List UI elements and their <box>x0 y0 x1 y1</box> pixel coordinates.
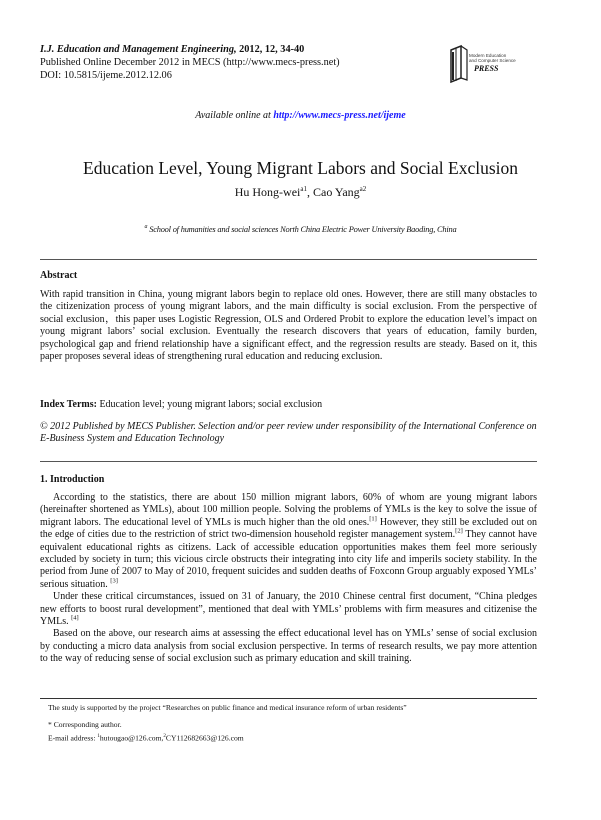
footnote-corresponding: * Corresponding author. <box>48 720 122 729</box>
email-address: hutougao@126.com, <box>99 733 164 743</box>
text: They cannot have equivalent educational rights as citizens. Lack of accessible education opportunities makes them feel more seriously excluded by society in turn; this vicious circle obstructs their integrating into city life and imperils society stability. In the period from June of 2007 to May of 2010, frequent suicides and sudden deaths of Foxconn Group arguably exposed YMLs’ serious situation. <box>40 529 537 590</box>
svg-text:Modern Education: Modern Education <box>469 53 507 58</box>
index-terms-label: Index Terms: <box>40 399 97 410</box>
journal-name: I.J. Education and Management Engineering, <box>40 44 237 55</box>
svg-text:PRESS: PRESS <box>474 64 499 73</box>
publisher-logo <box>447 44 529 84</box>
copyright: © 2012 Published by MECS Publisher. Selection and/or peer review under responsibility of the International Conference on E-Business System and Education Technology <box>40 421 537 445</box>
citation: [3] <box>110 577 118 585</box>
citation: [1] <box>369 515 377 523</box>
divider <box>40 259 537 260</box>
author-name: Hu Hong-wei <box>234 185 301 199</box>
available-prefix: Available online at <box>195 110 274 121</box>
intro-paragraph-2 <box>40 591 537 628</box>
abstract-text: With rapid transition in China, young migrant labors begin to replace old ones. However, there are still many obstacles to the citizenization process of young migrant labors, and the main difficulty is social exclusion. From the perspective of social exclusion，this paper uses Logistic Regression, OLS and Ordered Probit to explore the education level’s impact on young migrant labors’ social exclusion. Eventually the research discovers that years of education, family burden, psychological gap and friend relationship have a significant effect, and the regression results are steady. Based on it, this paper proposes several ideas of strengthening rural education and reducing exclusion. <box>40 289 537 363</box>
journal-header <box>40 43 340 82</box>
intro-paragraph-3: Based on the above, our research aims at assessing the effect educational level has on YMLs’ sense of social exclusion by conducting a micro data analysis from social exclusion perspective. In terms of research results, we pay more attention to the way of reducing sense of social exclusion such as primary education and skill training. <box>40 628 537 665</box>
authors: Hu Hong-wei$^{a1}$, Cao Yang$^{a2}$ <box>234 185 367 199</box>
citation: [2] <box>455 527 463 535</box>
email-sup: 1 <box>97 734 100 739</box>
intro-paragraph-1 <box>40 492 537 591</box>
published-line: Published Online December 2012 in MECS (http://www.mecs-press.net) <box>40 57 340 68</box>
affiliation <box>0 224 601 234</box>
footnote-email <box>48 731 244 744</box>
index-terms <box>40 399 537 411</box>
journal-link[interactable]: http://www.mecs-press.net/ijeme <box>273 110 406 121</box>
available-online <box>0 110 601 121</box>
email-sup: 2 <box>163 734 166 739</box>
doi: DOI: 10.5815/ijeme.2012.12.06 <box>40 70 172 81</box>
text: However, they still be excluded out on the edge of cities due to the restriction of strict two-dimension household register management system. <box>40 516 537 541</box>
text: According to the statistics, there are about 150 million migrant labors, 60% of whom are young migrant labors (hereinafter shortened as YMLs), about 100 million people. Solving the problems of YMLs is the key to solve the issue of migrant labors. The educational level of YMLs is much higher than the old ones. <box>40 492 537 528</box>
citation: [4] <box>71 614 79 622</box>
author-name: Cao Yang <box>312 185 360 199</box>
email-label: E-mail address: <box>48 733 98 743</box>
intro-body <box>40 492 537 666</box>
footnote-support: The study is supported by the project “Researches on public finance and medical insurance reform of urban residents” <box>48 703 407 712</box>
author-sup: a1 <box>300 185 307 193</box>
email-address: CY112682663@126.com <box>165 733 244 743</box>
author-sup: a2 <box>359 185 367 193</box>
divider <box>40 461 537 462</box>
text: Under these critical circumstances, issued on 31 of January, the 2010 Chinese central first document, “China pledges new efforts to boost rural development”, mentioned that deal with YMLs’ problems with firm measures and citizenise the YMLs. <box>40 591 537 628</box>
affiliation-text: School of humanities and social sciences North China Electric Power University Baoding, China <box>147 224 457 234</box>
book-logo-icon <box>447 44 529 84</box>
affiliation-sup: a <box>144 224 148 230</box>
journal-info: 2012, 12, 34-40 <box>236 44 305 55</box>
paper-title: Education Level, Young Migrant Labors and Social Exclusion <box>83 158 518 178</box>
intro-heading: 1. Introduction <box>40 474 105 485</box>
abstract-heading: Abstract <box>40 270 78 281</box>
index-terms-text: Education level; young migrant labors; social exclusion <box>96 399 323 410</box>
svg-text:and Computer Science: and Computer Science <box>469 58 516 63</box>
footnote-divider <box>40 698 537 699</box>
